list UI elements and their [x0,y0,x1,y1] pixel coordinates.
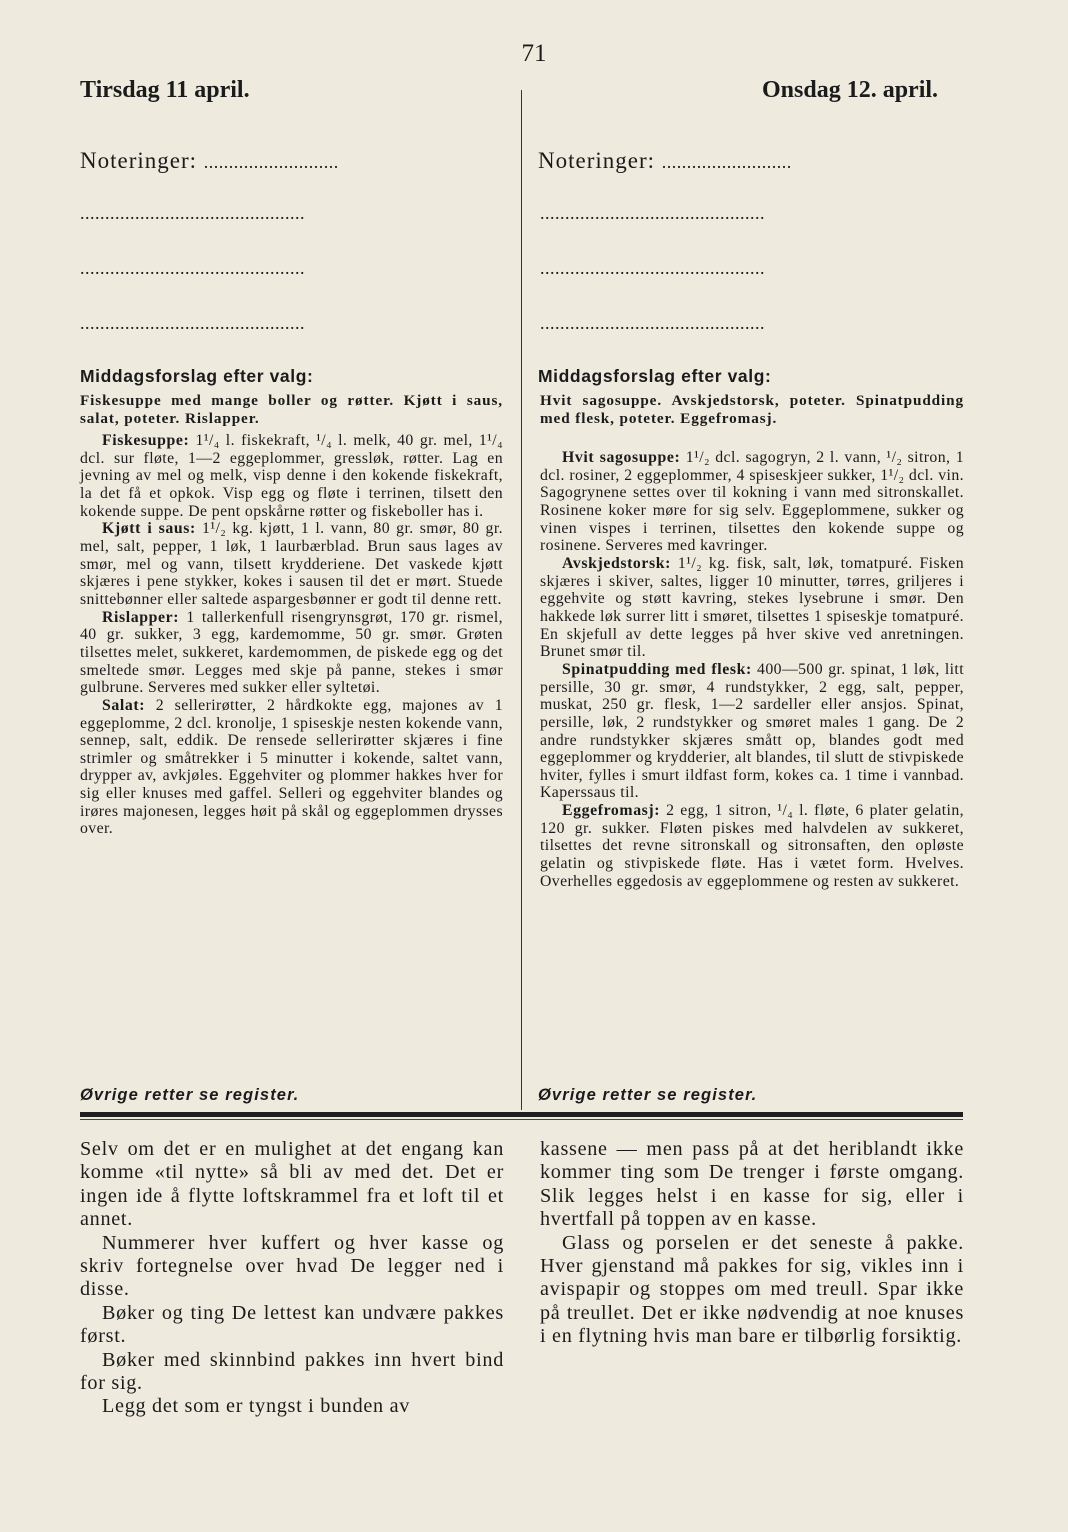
recipe-name: Salat: [102,696,146,714]
recipe-paragraph [540,661,964,802]
bottom-paragraph: Nummerer hver kuffert og hver kasse og skriv fortegnelse over hvad De legger ned i disse. [80,1231,504,1301]
left-notes-label [80,148,339,174]
recipe-text: 2 egg, 1 sitron, ¹/₄ l. fløte, 6 plater gelatin, 120 gr. sukker. Fløten piskes med halvdelen av sukkeret, tilsettes det revne sitronskall og sitronsaften, den opløste gelatin og stivpiskede fløte. Has i vætet form. Hvelves. Overhelles eggedosis av eggeplommene og resten av sukkeret. [540,802,964,890]
recipe-paragraph [540,802,964,890]
bottom-paragraph: kassene — men pass på at det heriblandt ikke kommer ting som De trenger i første omgang. Slik legges helst i en kasse for sig, eller i hvertfall på toppen av en kasse. [540,1138,964,1231]
left-notes-dots: ........................... [203,152,339,172]
recipe-text: 1 tallerkenfull risengrynsgrøt, 170 gr. rismel, 40 gr. sukker, 3 egg, kardemomme, 50 gr. smør. Grøten tilsettes melet, sukkeret, kardemommen, de piskede egg og det smeltede smør. Legges med skje på panne, stekes i smør gulbrune. Serveres med sukker eller syltetøi. [80,608,503,697]
column-divider [521,90,522,1110]
recipe-text: 1¹/₂ dcl. sagogryn, 2 l. vann, ¹/₂ sitron, 1 dcl. rosiner, 2 eggeplommer, 4 spiseskjeer sukker, 1¹/₂ dcl. vin. Sagogrynene settes over til kokning i vann med sitronskallet. Rosinene koker møre for sig selv. Eggeplommene, sukker og vinen vispes i terrinen, tilsettes den kokende suppe og rosinene. Serveres med kavringer. [540,449,965,555]
bottom-paragraph: Bøker med skinnbind pakkes inn hvert bind for sig. [80,1348,504,1395]
recipe-paragraph [540,555,964,661]
left-menu-text: Fiskesuppe med mange boller og røtter. Kjøtt i saus, salat, poteter. Rislapper. [80,392,503,427]
recipe-text: 2 sellerirøtter, 2 hårdkokte egg, majones av 1 eggeplomme, 2 dcl. kronolje, 1 spiseskje nesten kokende vann, sennep, salt, eddik. De rensede sellerirøtter skjæres i fine strimler og småtrekker i 5 minutter i kokende, saltet vann, drypper av, avkjøles. Eggehviter og plommer hakkes hver for sig eller knuses med gaffel. Selleri og eggehviter blandes og irøres majonesen, legges høit på skål og eggeplommen drysses over. [80,696,503,838]
recipe-text: 1¹/₄ l. fiskekraft, ¹/₄ l. melk, 40 gr. mel, 1¹/₄ dcl. sur fløte, 1—2 eggeplommer, gressløk, røtter. Lag en jevning av mel og melk, visp denne i den kokende fiskekraft, la det få et opkok. Visp egg og fløte i terrinen, tilsett den kokende suppe. De pent opskårne røtter og fiskeboller has i. [80,432,503,520]
horizontal-rule-thin [80,1119,963,1120]
recipe-name: Eggefromasj: [562,802,661,820]
right-notes-label [538,148,792,174]
recipe-text: 1¹/₂ kg. fisk, salt, løk, tomatpuré. Fisken skjæres i skiver, saltes, ligger 10 minutter, tørres, griljeres i eggehvite og støtt kavring, stekes lysebrune i smør. Den hakkede løk surrer litt i smøret, tilsettes 1 spiseskje tomatpuré. En skjefull av dette legges på hver skive ved anretningen. Brunet smør til. [540,554,964,661]
recipe-name: Rislapper: [102,608,180,626]
right-day-heading: Onsdag 12. april. [762,77,939,103]
left-dot-line: ............................................. [80,313,305,333]
recipe-name: Spinatpudding med flesk: [562,660,752,678]
bottom-left-text [80,1138,504,1419]
recipe-paragraph [80,609,503,697]
recipe-name: Fiskesuppe: [102,432,190,449]
right-dot-line: ............................................. [540,313,765,333]
bottom-right-text [540,1138,964,1349]
left-other-dishes: Øvrige retter se register. [80,1086,300,1104]
recipe-name: Avskjedstorsk: [562,554,672,572]
right-dot-line: ............................................. [540,203,765,223]
left-menu-heading: Middagsforslag efter valg: [80,366,314,386]
left-recipes [80,432,503,838]
right-menu-heading: Middagsforslag efter valg: [538,366,772,386]
bottom-paragraph: Bøker og ting De lettest kan undvære pakkes først. [80,1301,504,1348]
recipe-text: 400—500 gr. spinat, 1 løk, litt persille, 30 gr. smør, 4 rundstykker, 2 egg, salt, pepper, muskat, 250 gr. flesk, 1—2 sardeller eller ansjos. Spinat, persille, løk, 2 rundstykker og smøret males 1 gang. De 2 andre rundstykker skjæres smått op, blandes godt med eggeplommer og krydderier, alt blandes, til slutt de stivpiskede hviter, fylles i smurt ildfast form, kokes ca. 1 time i vannbad. Kaperssaus til. [540,660,964,802]
left-notes-text: Noteringer: [80,148,198,173]
right-notes-dots: .......................... [661,152,792,172]
right-other-dishes: Øvrige retter se register. [538,1086,758,1104]
right-dot-line: ............................................. [540,258,765,278]
recipe-name: Hvit sagosuppe: [562,449,681,466]
left-dot-line: ............................................. [80,203,305,223]
right-notes-text: Noteringer: [538,148,656,173]
bottom-paragraph: Glass og porselen er det seneste å pakke. Hver gjenstand må pakkes for sig, vikles inn i avispapir og stoppes om med treull. Spar ikke på treullet. Det er ikke nødvendig at noe knuses i en flytning hvis man bare er tilbørlig forsiktig. [540,1231,964,1348]
recipe-paragraph [80,520,503,608]
right-menu-text: Hvit sagosuppe. Avskjedstorsk, poteter. Spinatpudding med flesk, poteter. Eggefromasj. [540,392,964,427]
recipe-text: 1¹/₂ kg. kjøtt, 1 l. vann, 80 gr. smør, 80 gr. mel, salt, pepper, 1 løk, 1 laurbærblad. Brun saus lages av smør, mel og vann, tilsett krydderiene. Det vaskede kjøtt skjæres i pene stykker, kokes i sausen til det er mørt. Stuede snittebønner eller saltede aspargesbønner er godt til denne rett. [80,520,503,608]
recipe-paragraph [80,432,503,520]
recipe-paragraph [80,697,503,838]
bottom-paragraph: Legg det som er tyngst i bunden av [102,1395,411,1418]
right-recipes [540,449,964,890]
recipe-name: Kjøtt i saus: [102,520,196,538]
left-dot-line: ............................................. [80,258,305,278]
left-day-heading: Tirsdag 11 april. [80,77,250,103]
bottom-paragraph: Selv om det er en mulighet at det engang kan komme «til nytte» så bli av med det. Det er ingen ide å flytte loftskrammel fra et loft til et annet. [80,1138,504,1231]
page-number: 71 [521,40,547,67]
horizontal-rule [80,1112,963,1117]
recipe-paragraph [540,449,964,555]
